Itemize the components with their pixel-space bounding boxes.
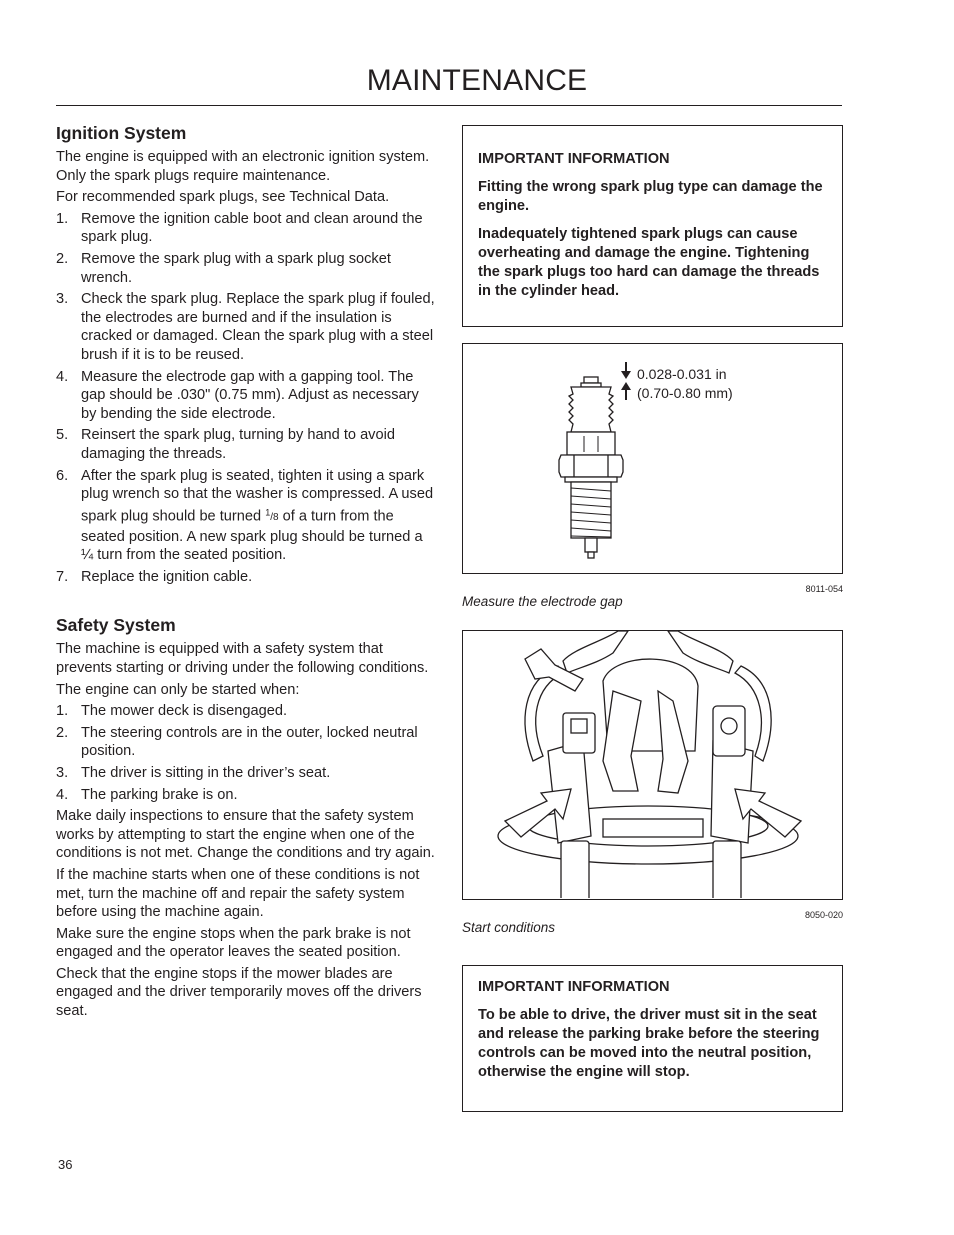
figure-caption: Measure the electrode gap: [462, 594, 623, 609]
start-conditions-figure: [462, 630, 843, 900]
spark-plug-figure: [462, 343, 843, 574]
figure-code: 8050-020: [804, 910, 843, 920]
list-item: 7. Replace the ignition cable.: [56, 568, 253, 585]
ignition-steps: [56, 210, 436, 587]
list-item: 2. The steering controls are in the outer, locked neutral position.: [56, 724, 418, 760]
safety-paragraph: Make daily inspections to ensure that the safety system works by attempting to start the engine when one of the conditions is not met. Change the conditions and try again.: [56, 808, 435, 862]
safety-heading: Safety System: [56, 615, 176, 636]
list-item: 1. The mower deck is disengaged.: [56, 703, 288, 720]
title-divider: [56, 105, 842, 106]
important-text: Fitting the wrong spark plug type can damage the engine.: [478, 179, 823, 214]
gap-millimeters: (0.70-0.80 mm): [637, 385, 733, 401]
spark-plug-illustration: [463, 344, 841, 572]
list-item: 4. The parking brake is on.: [56, 786, 238, 803]
safety-paragraph: Check that the engine stops if the mower blades are engaged and the driver temporarily moves off the drivers seat.: [56, 965, 422, 1020]
right-column: [462, 125, 843, 1112]
figure-caption: Start conditions: [462, 920, 556, 935]
ignition-reference: For recommended spark plugs, see Technical Data.: [56, 189, 390, 206]
safety-conditions: [56, 702, 436, 804]
left-column: [56, 122, 436, 1024]
page-number: 36: [58, 1157, 73, 1172]
important-info-box: [462, 125, 843, 327]
safety-intro: The machine is equipped with a safety system that prevents starting or driving under the following conditions.: [56, 641, 429, 676]
list-item: 2. Remove the spark plug with a spark plug socket wrench.: [56, 250, 391, 286]
fraction: $^1$/8: [265, 507, 279, 524]
list-item: 4. Measure the electrode gap with a gapping tool. The gap should be .030" (0.75 mm). Adjust as necessary by bending the side electrode.: [56, 368, 419, 422]
list-item: 1. Remove the ignition cable boot and clean around the spark plug.: [56, 210, 423, 246]
list-item: 3. Check the spark plug. Replace the spark plug if fouled, the electrodes are burned and if the insulation is cracked or damaged. Clean the spark plug with a steel brush if it is to be reused.: [56, 291, 435, 363]
page-title: MAINTENANCE: [366, 64, 588, 97]
safety-paragraph: If the machine starts when one of these conditions is not met, turn the machine off and repair the safety system before using the machine again.: [56, 866, 420, 921]
list-item: 5. Reinsert the spark plug, turning by hand to avoid damaging the threads.: [56, 427, 395, 462]
mower-illustration: [463, 631, 841, 898]
important-info-box: [462, 965, 843, 1112]
important-heading: IMPORTANT INFORMATION: [478, 979, 670, 995]
safety-paragraph: Make sure the engine stops when the park brake is not engaged and the operator leaves the seated position.: [56, 925, 411, 961]
safety-start-when: The engine can only be started when:: [56, 681, 300, 698]
figure-code: 8011-054: [805, 584, 843, 594]
ignition-intro: The engine is equipped with an electronic ignition system. Only the spark plugs require maintenance.: [56, 149, 430, 184]
important-text: Inadequately tightened spark plugs can cause overheating and damage the engine. Tightening the spark plugs too hard can damage the threads in the cylinder head.: [478, 226, 820, 299]
list-item: 3. The driver is sitting in the driver’s seat.: [56, 764, 331, 781]
list-item: 6. After the spark plug is seated, tighten it using a spark plug wrench so that the washer is compressed. A used spark plug should be turned $^1$/8 of a turn from the seated position. A new spark plug should be turned a ¼ turn from the seated position.: [56, 467, 434, 564]
important-text: To be able to drive, the driver must sit in the seat and release the parking brake before the steering controls can be moved into the neutral position, otherwise the engine will stop.: [478, 1007, 820, 1080]
ignition-heading: Ignition System: [56, 123, 187, 143]
gap-inches: 0.028-0.031 in: [637, 366, 727, 382]
important-heading: IMPORTANT INFORMATION: [478, 151, 670, 167]
